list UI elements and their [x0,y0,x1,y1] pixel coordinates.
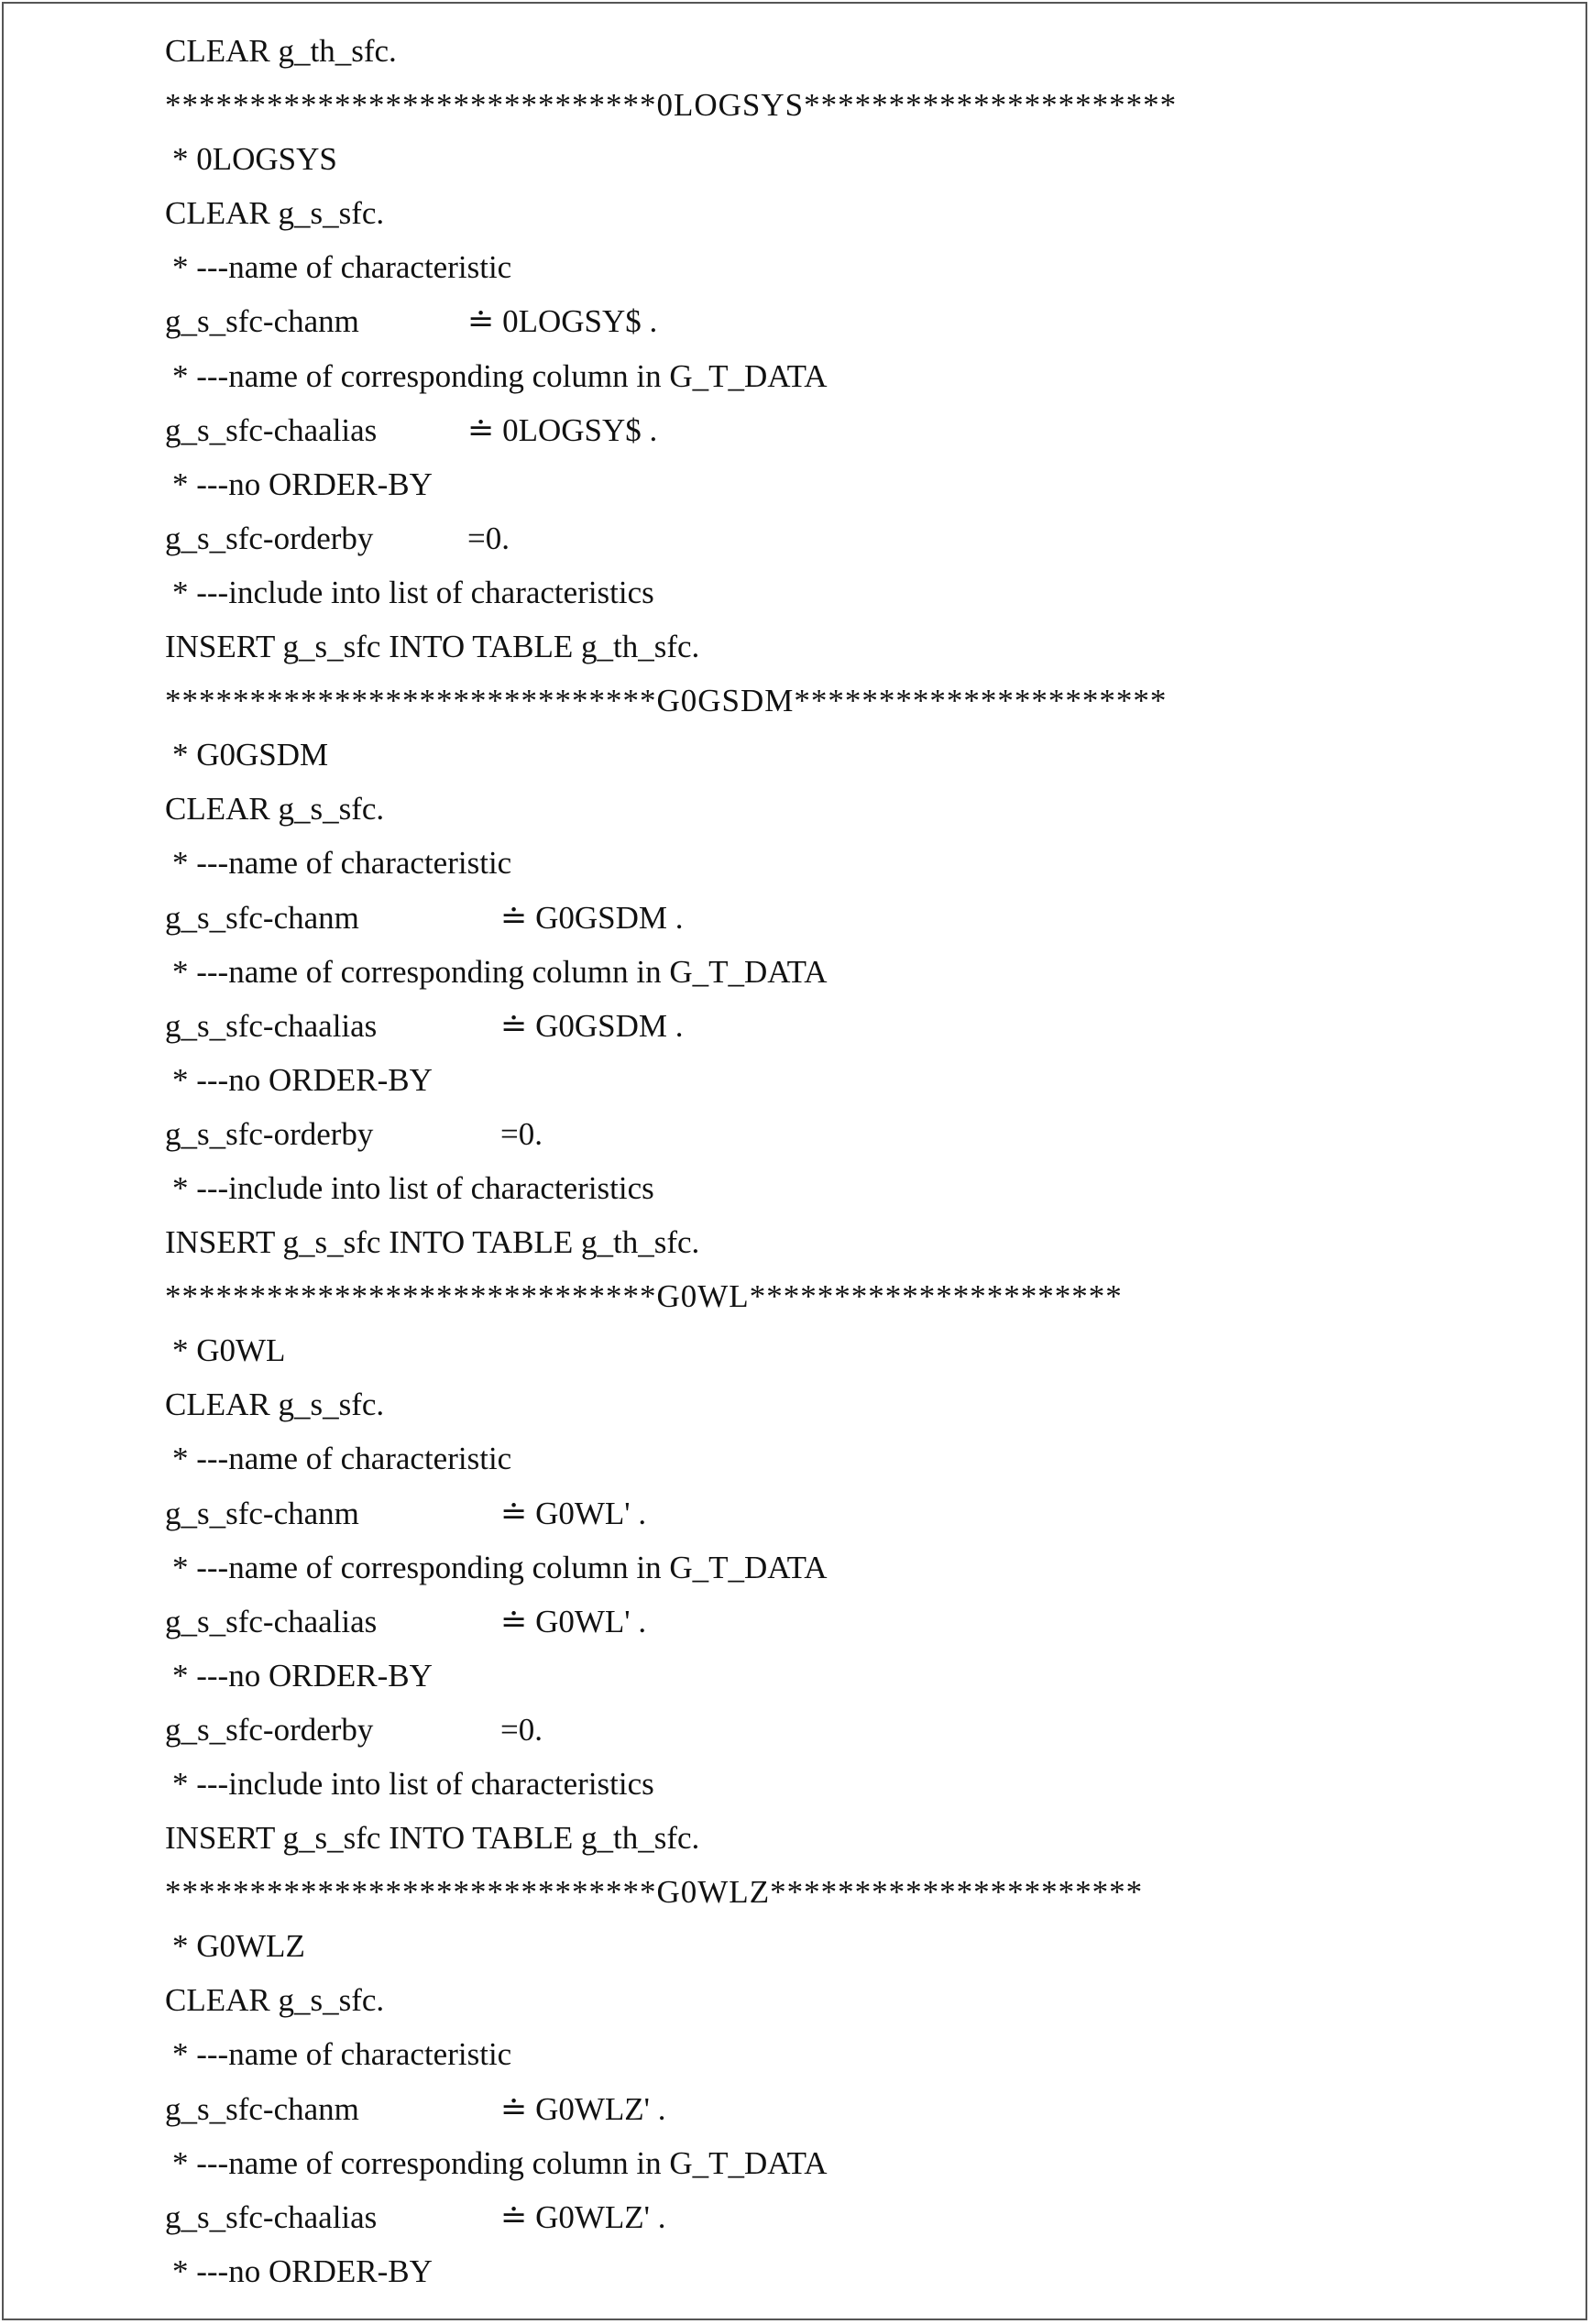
assignment-target: g_s_sfc-orderby [165,1711,374,1748]
code-line-comment: * ---include into list of characteristics [172,574,654,610]
code-line-assignment [165,294,1554,348]
assignment-target: g_s_sfc-chaalias [165,1603,378,1639]
code-line-comment: * ---include into list of characteristics [172,1169,654,1206]
code-line-statement: CLEAR g_th_sfc. [165,33,397,69]
assignment-target: g_s_sfc-chanm [165,1495,359,1531]
code-line-statement: INSERT g_s_sfc INTO TABLE g_th_sfc. [165,629,700,665]
code-line-comment: * ---name of corresponding column in G_T_DATA [172,953,828,990]
code-line-statement: INSERT g_s_sfc INTO TABLE g_th_sfc. [165,1224,700,1261]
assignment-target: g_s_sfc-chanm [165,899,359,936]
assignment-value: ≐ G0WLZ' . [500,2090,666,2127]
section-separator: *****************************G0WLZ********************** [165,1874,1144,1911]
code-line-assignment [165,2082,1554,2136]
code-line-statement: CLEAR g_s_sfc. [165,791,385,828]
code-line-comment: * ---include into list of characteristics [172,1766,654,1802]
assignment-value: ≐ G0WL' . [500,1495,647,1531]
code-line-comment: * ---name of corresponding column in G_T_DATA [172,357,828,394]
code-line-comment: * ---name of characteristic [172,2036,512,2073]
assignment-target: g_s_sfc-chaalias [165,1007,378,1044]
code-listing [165,24,1554,2298]
section-separator: *****************************G0WL********************** [165,1278,1123,1315]
code-line-statement: CLEAR g_s_sfc. [165,1387,385,1423]
code-line-assignment [165,999,1554,1053]
assignment-value: ≐ G0WLZ' . [500,2198,666,2235]
section-separator: *****************************0LOGSYS********************** [165,87,1178,124]
assignment-value: ≐ G0GSDM . [500,899,684,936]
assignment-value: ≐ G0WL' . [500,1603,647,1639]
code-line-statement: INSERT g_s_sfc INTO TABLE g_th_sfc. [165,1820,700,1857]
code-line-comment: * ---no ORDER-BY [172,1061,433,1098]
code-line-comment: * ---name of characteristic [172,249,512,286]
code-line-comment: * ---name of corresponding column in G_T_DATA [172,2144,828,2181]
assignment-value: =0. [500,1115,543,1152]
code-line-assignment [165,1107,1554,1161]
code-line-assignment [165,1595,1554,1649]
assignment-value: =0. [500,1711,543,1748]
code-line-statement: CLEAR g_s_sfc. [165,195,385,232]
assignment-target: g_s_sfc-orderby [165,1115,374,1152]
code-line-comment: * G0WLZ [172,1928,305,1965]
code-line-comment: * G0GSDM [172,737,329,773]
code-line-comment: * ---no ORDER-BY [172,1657,433,1694]
code-line-assignment [165,2190,1554,2244]
assignment-value: =0. [467,520,510,556]
assignment-target: g_s_sfc-chaalias [165,411,378,448]
assignment-target: g_s_sfc-chanm [165,303,359,340]
assignment-target: g_s_sfc-chanm [165,2090,359,2127]
code-line-assignment [165,1486,1554,1540]
assignment-value: ≐ 0LOGSY$ . [467,411,658,448]
code-line-comment: * ---no ORDER-BY [172,2253,433,2289]
section-separator: *****************************G0GSDM********************** [165,683,1168,719]
code-line-statement: CLEAR g_s_sfc. [165,1982,385,2019]
code-line-assignment [165,1703,1554,1757]
assignment-target: g_s_sfc-chaalias [165,2198,378,2235]
assignment-value: ≐ 0LOGSY$ . [467,303,658,340]
code-line-comment: * ---no ORDER-BY [172,466,433,502]
code-line-assignment [165,403,1554,457]
code-line-comment: * G0WL [172,1332,286,1369]
code-line-comment: * ---name of characteristic [172,1441,512,1477]
assignment-value: ≐ G0GSDM . [500,1007,684,1044]
code-line-comment: * ---name of corresponding column in G_T_DATA [172,1549,828,1585]
code-line-assignment [165,511,1554,565]
code-line-comment: * ---name of characteristic [172,845,512,882]
code-line-assignment [165,891,1554,945]
code-line-comment: * 0LOGSYS [172,141,337,178]
assignment-target: g_s_sfc-orderby [165,520,374,556]
